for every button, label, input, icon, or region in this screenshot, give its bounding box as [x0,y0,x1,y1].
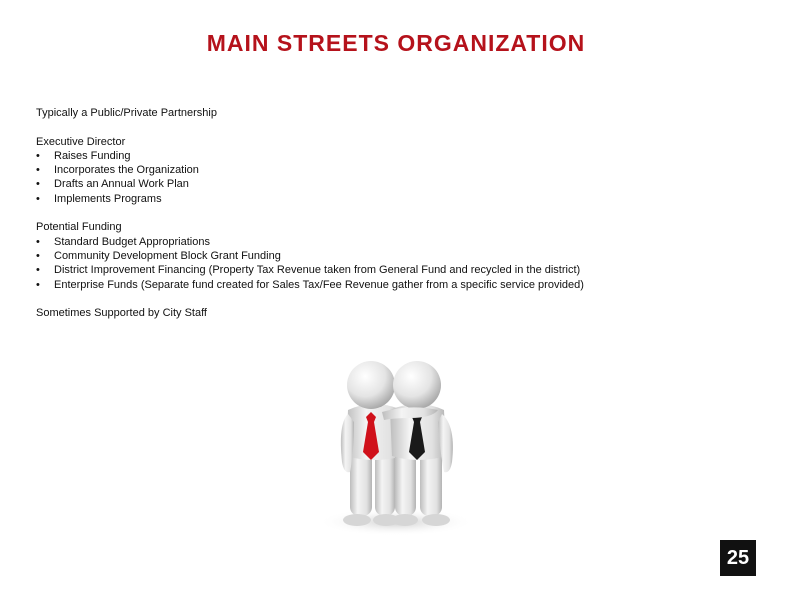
list-item: • Drafts an Annual Work Plan [36,177,756,191]
slide-body [36,106,756,320]
list-item: • Community Development Block Grant Funding [36,249,756,263]
list-item: • Incorporates the Organization [36,163,756,177]
executive-director-list [36,149,756,206]
page-title: MAIN STREETS ORGANIZATION [206,30,586,56]
intro-text: Typically a Public/Private Partnership [36,107,217,119]
list-item: • Standard Budget Appropriations [36,235,756,249]
section-heading-potential-funding: Potential Funding [36,221,122,234]
section-heading-executive-director: Executive Director [36,135,126,148]
page-number-badge: 25 [720,540,756,576]
two-figures-partnership-icon [310,352,480,542]
list-item: • District Improvement Financing (Property Tax Revenue taken from General Fund and recycled in the district) [36,263,756,277]
list-item: • Raises Funding [36,149,756,163]
list-item: • Enterprise Funds (Separate fund created for Sales Tax/Fee Revenue gather from a specific service provided) [36,278,756,292]
potential-funding-list [36,235,756,292]
right-figure [390,361,453,526]
list-item: • Implements Programs [36,192,756,206]
closing-text: Sometimes Supported by City Staff [36,307,207,320]
